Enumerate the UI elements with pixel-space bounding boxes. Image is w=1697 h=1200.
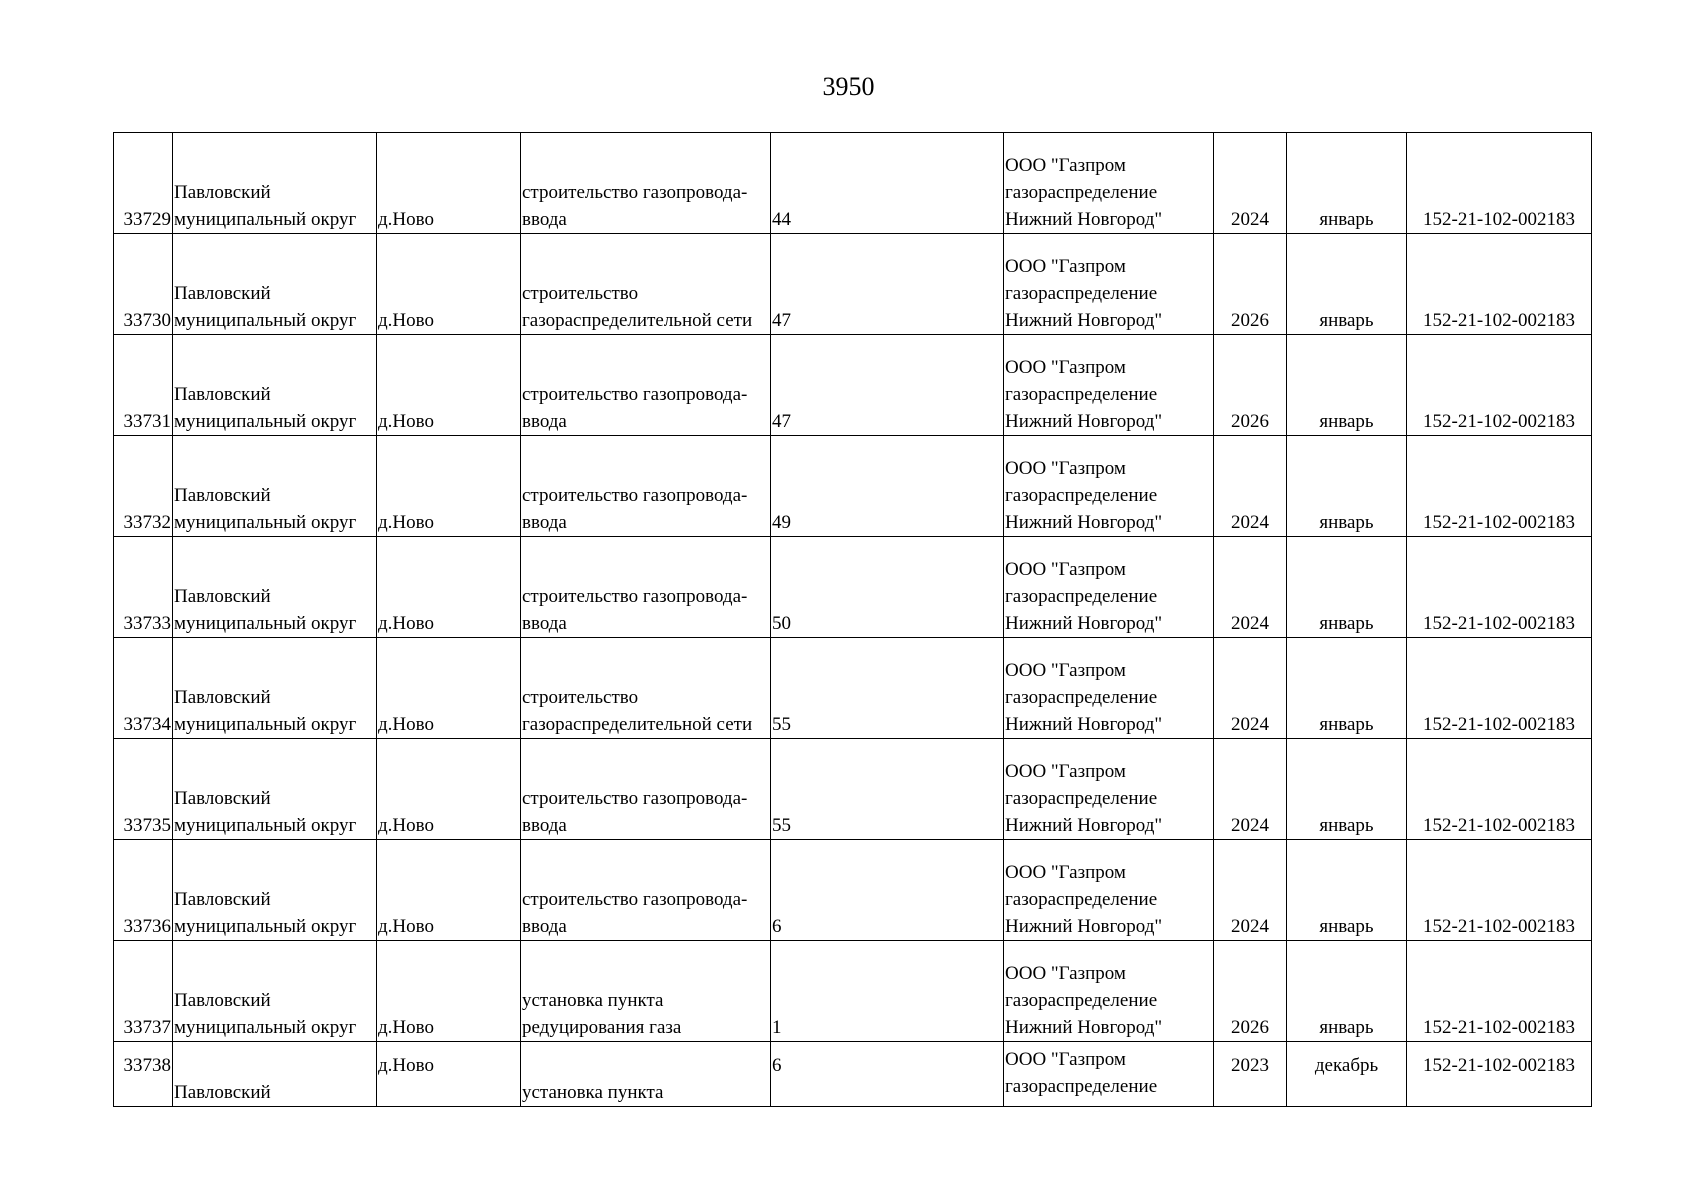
cell-district xyxy=(173,234,377,335)
cell-number: 33731 xyxy=(114,335,173,436)
cell-organization-line: ООО "Газпром xyxy=(1005,155,1126,176)
cell-month: январь xyxy=(1287,638,1407,739)
cell-house-number: 1 xyxy=(771,941,1004,1042)
cell-work-type-line: строительство газопровода- xyxy=(522,788,748,809)
cell-number: 33732 xyxy=(114,436,173,537)
cell-organization xyxy=(1004,739,1214,840)
cell-house-number: 44 xyxy=(771,133,1004,234)
cell-number: 33737 xyxy=(114,941,173,1042)
cell-month: январь xyxy=(1287,840,1407,941)
cell-organization-line: газораспределение xyxy=(1005,283,1158,304)
cell-district-line: муниципальный округ xyxy=(174,613,357,634)
cell-district xyxy=(173,537,377,638)
cell-district-line: муниципальный округ xyxy=(174,916,357,937)
cell-organization-line: ООО "Газпром xyxy=(1005,458,1126,479)
cell-organization xyxy=(1004,234,1214,335)
cell-program-code: 152-21-102-002183 xyxy=(1407,436,1592,537)
cell-work-type-line: строительство газопровода- xyxy=(522,485,748,506)
cell-organization xyxy=(1004,537,1214,638)
table-row xyxy=(114,436,1592,537)
table-row xyxy=(114,234,1592,335)
cell-number: 33738 xyxy=(114,1042,173,1107)
cell-work-type-line: строительство газопровода- xyxy=(522,384,748,405)
cell-work-type xyxy=(521,537,771,638)
cell-district-line: Павловский xyxy=(174,687,271,708)
cell-organization-line: газораспределение xyxy=(1005,990,1158,1011)
cell-organization-line: ООО "Газпром xyxy=(1005,1049,1126,1070)
cell-work-type-line: ввода xyxy=(522,411,567,432)
cell-district-line: Павловский xyxy=(174,586,271,607)
cell-work-type-line: редуцирования газа xyxy=(522,1017,682,1038)
cell-year: 2024 xyxy=(1214,840,1287,941)
cell-organization-line: Нижний Новгород" xyxy=(1005,411,1163,432)
table-row xyxy=(114,133,1592,234)
cell-organization-line: Нижний Новгород" xyxy=(1005,310,1163,331)
cell-work-type xyxy=(521,1042,771,1107)
cell-district-line: муниципальный округ xyxy=(174,310,357,331)
cell-month: январь xyxy=(1287,133,1407,234)
cell-village: д.Ново xyxy=(377,537,521,638)
cell-village: д.Ново xyxy=(377,638,521,739)
cell-organization-line: газораспределение xyxy=(1005,889,1158,910)
table-row xyxy=(114,840,1592,941)
cell-work-type-line: строительство газопровода- xyxy=(522,586,748,607)
cell-month: декабрь xyxy=(1287,1042,1407,1107)
cell-organization xyxy=(1004,638,1214,739)
table-row xyxy=(114,537,1592,638)
table-row xyxy=(114,941,1592,1042)
cell-work-type-line: ввода xyxy=(522,613,567,634)
cell-year: 2024 xyxy=(1214,133,1287,234)
cell-district xyxy=(173,133,377,234)
cell-district-line: Павловский xyxy=(174,1082,271,1103)
cell-program-code: 152-21-102-002183 xyxy=(1407,941,1592,1042)
cell-organization xyxy=(1004,133,1214,234)
register-body xyxy=(114,133,1592,1107)
cell-work-type xyxy=(521,941,771,1042)
cell-district-line: Павловский xyxy=(174,485,271,506)
cell-organization xyxy=(1004,941,1214,1042)
table-row xyxy=(114,335,1592,436)
cell-organization-line: газораспределение xyxy=(1005,788,1158,809)
cell-program-code: 152-21-102-002183 xyxy=(1407,739,1592,840)
page-number: 3950 xyxy=(822,72,875,101)
cell-program-code: 152-21-102-002183 xyxy=(1407,1042,1592,1107)
cell-work-type xyxy=(521,436,771,537)
cell-month: январь xyxy=(1287,436,1407,537)
cell-organization xyxy=(1004,1042,1214,1107)
cell-organization-line: ООО "Газпром xyxy=(1005,862,1126,883)
cell-month: январь xyxy=(1287,234,1407,335)
cell-organization-line: газораспределение xyxy=(1005,687,1158,708)
cell-district xyxy=(173,1042,377,1107)
cell-year: 2024 xyxy=(1214,739,1287,840)
cell-year: 2024 xyxy=(1214,436,1287,537)
cell-district-line: Павловский xyxy=(174,384,271,405)
cell-work-type-line: установка пункта xyxy=(522,1082,664,1103)
cell-house-number: 55 xyxy=(771,638,1004,739)
cell-village: д.Ново xyxy=(377,739,521,840)
cell-district xyxy=(173,436,377,537)
cell-organization-line: газораспределение xyxy=(1005,182,1158,203)
cell-house-number: 55 xyxy=(771,739,1004,840)
cell-organization-line: Нижний Новгород" xyxy=(1005,1017,1163,1038)
cell-number: 33736 xyxy=(114,840,173,941)
cell-work-type-line: газораспределительной сети xyxy=(522,714,753,735)
cell-work-type-line: ввода xyxy=(522,512,567,533)
cell-number: 33735 xyxy=(114,739,173,840)
cell-district-line: муниципальный округ xyxy=(174,1017,357,1038)
cell-district-line: Павловский xyxy=(174,990,271,1011)
cell-organization-line: Нижний Новгород" xyxy=(1005,209,1163,230)
table-row xyxy=(114,638,1592,739)
cell-village: д.Ново xyxy=(377,840,521,941)
cell-district-line: Павловский xyxy=(174,182,271,203)
table-row xyxy=(114,1042,1592,1107)
cell-district-line: Павловский xyxy=(174,889,271,910)
cell-district xyxy=(173,840,377,941)
cell-program-code: 152-21-102-002183 xyxy=(1407,840,1592,941)
cell-district-line: муниципальный округ xyxy=(174,714,357,735)
cell-house-number: 6 xyxy=(771,840,1004,941)
cell-program-code: 152-21-102-002183 xyxy=(1407,638,1592,739)
cell-work-type-line: ввода xyxy=(522,916,567,937)
cell-organization-line: газораспределение xyxy=(1005,1076,1158,1097)
cell-year: 2024 xyxy=(1214,537,1287,638)
cell-organization xyxy=(1004,840,1214,941)
cell-work-type-line: строительство xyxy=(522,687,639,708)
cell-organization-line: газораспределение xyxy=(1005,384,1158,405)
cell-district-line: муниципальный округ xyxy=(174,209,357,230)
cell-village: д.Ново xyxy=(377,941,521,1042)
cell-month: январь xyxy=(1287,739,1407,840)
cell-organization-line: ООО "Газпром xyxy=(1005,256,1126,277)
cell-work-type-line: установка пункта xyxy=(522,990,664,1011)
cell-organization-line: Нижний Новгород" xyxy=(1005,916,1163,937)
cell-work-type xyxy=(521,739,771,840)
cell-month: январь xyxy=(1287,941,1407,1042)
cell-district xyxy=(173,941,377,1042)
cell-village: д.Ново xyxy=(377,335,521,436)
cell-district xyxy=(173,335,377,436)
cell-village: д.Ново xyxy=(377,133,521,234)
cell-organization-line: ООО "Газпром xyxy=(1005,660,1126,681)
cell-month: январь xyxy=(1287,537,1407,638)
cell-house-number: 47 xyxy=(771,234,1004,335)
cell-number: 33733 xyxy=(114,537,173,638)
cell-number: 33730 xyxy=(114,234,173,335)
cell-house-number: 50 xyxy=(771,537,1004,638)
cell-work-type-line: строительство газопровода- xyxy=(522,182,748,203)
cell-district-line: муниципальный округ xyxy=(174,815,357,836)
cell-work-type-line: ввода xyxy=(522,815,567,836)
cell-work-type-line: строительство xyxy=(522,283,639,304)
cell-house-number: 47 xyxy=(771,335,1004,436)
cell-organization-line: Нижний Новгород" xyxy=(1005,512,1163,533)
cell-program-code: 152-21-102-002183 xyxy=(1407,234,1592,335)
cell-organization-line: ООО "Газпром xyxy=(1005,559,1126,580)
cell-number: 33729 xyxy=(114,133,173,234)
cell-work-type-line: строительство газопровода- xyxy=(522,889,748,910)
cell-district-line: Павловский xyxy=(174,788,271,809)
cell-organization xyxy=(1004,335,1214,436)
table-row xyxy=(114,739,1592,840)
cell-house-number: 49 xyxy=(771,436,1004,537)
cell-month: январь xyxy=(1287,335,1407,436)
cell-program-code: 152-21-102-002183 xyxy=(1407,335,1592,436)
cell-district-line: муниципальный округ xyxy=(174,411,357,432)
cell-year: 2026 xyxy=(1214,234,1287,335)
cell-year: 2026 xyxy=(1214,941,1287,1042)
cell-organization-line: газораспределение xyxy=(1005,586,1158,607)
cell-number: 33734 xyxy=(114,638,173,739)
cell-program-code: 152-21-102-002183 xyxy=(1407,133,1592,234)
cell-district xyxy=(173,739,377,840)
cell-year: 2023 xyxy=(1214,1042,1287,1107)
cell-organization-line: ООО "Газпром xyxy=(1005,357,1126,378)
cell-work-type xyxy=(521,638,771,739)
cell-village: д.Ново xyxy=(377,1042,521,1107)
cell-year: 2026 xyxy=(1214,335,1287,436)
cell-village: д.Ново xyxy=(377,234,521,335)
cell-organization-line: ООО "Газпром xyxy=(1005,761,1126,782)
cell-organization-line: газораспределение xyxy=(1005,485,1158,506)
cell-program-code: 152-21-102-002183 xyxy=(1407,537,1592,638)
cell-organization xyxy=(1004,436,1214,537)
cell-work-type xyxy=(521,335,771,436)
cell-village: д.Ново xyxy=(377,436,521,537)
cell-organization-line: ООО "Газпром xyxy=(1005,963,1126,984)
cell-work-type-line: газораспределительной сети xyxy=(522,310,753,331)
cell-organization-line: Нижний Новгород" xyxy=(1005,613,1163,634)
cell-work-type xyxy=(521,234,771,335)
cell-organization-line: Нижний Новгород" xyxy=(1005,815,1163,836)
cell-district-line: муниципальный округ xyxy=(174,512,357,533)
cell-district-line: Павловский xyxy=(174,283,271,304)
cell-work-type xyxy=(521,840,771,941)
cell-organization-line: Нижний Новгород" xyxy=(1005,714,1163,735)
cell-district xyxy=(173,638,377,739)
cell-house-number: 6 xyxy=(771,1042,1004,1107)
register-table xyxy=(113,132,1592,1107)
cell-work-type xyxy=(521,133,771,234)
cell-work-type-line: ввода xyxy=(522,209,567,230)
cell-year: 2024 xyxy=(1214,638,1287,739)
